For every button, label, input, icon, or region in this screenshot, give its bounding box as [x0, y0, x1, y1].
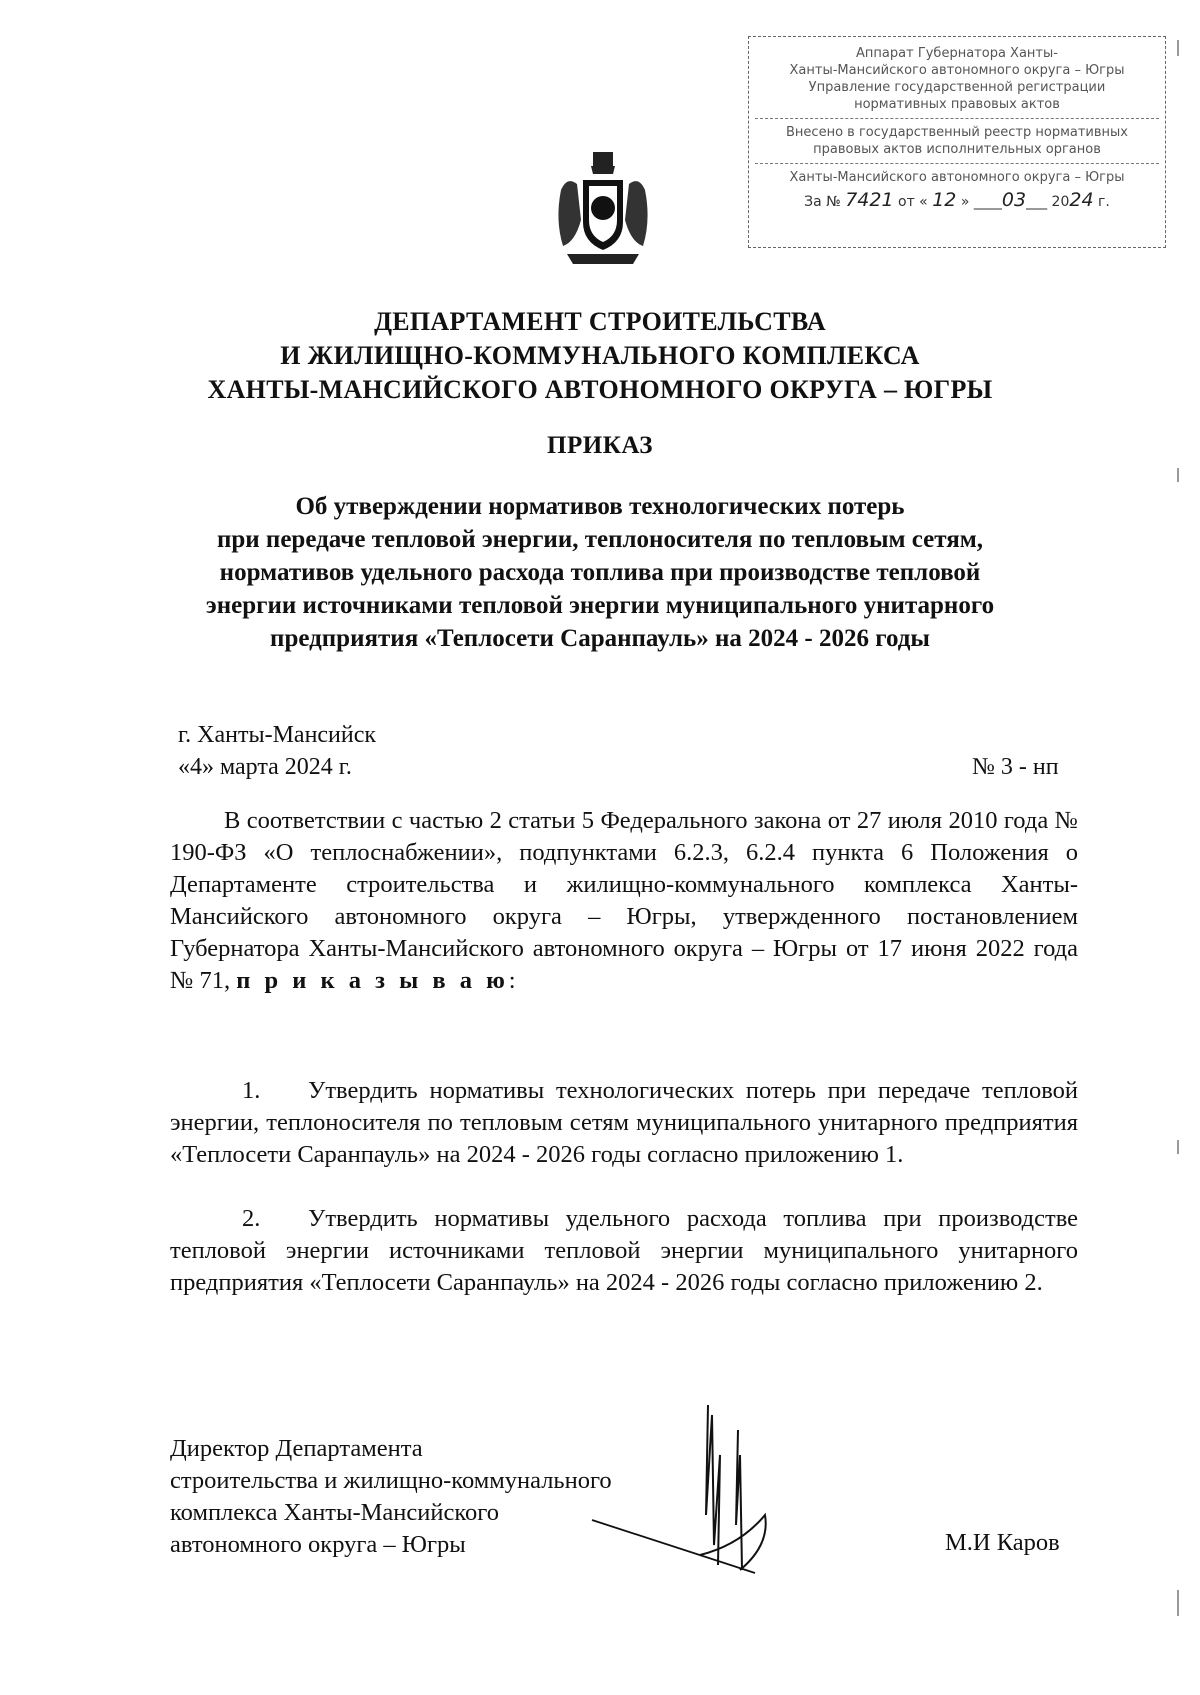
header-line: ДЕПАРТАМЕНТ СТРОИТЕЛЬСТВА	[374, 307, 826, 336]
document-subject	[150, 490, 1050, 655]
handwritten-signature	[590, 1395, 830, 1590]
reg-year: 24	[1069, 189, 1094, 211]
scan-edge-mark	[1177, 40, 1179, 56]
reg-prefix: За №	[804, 194, 841, 210]
scan-edge-mark	[1177, 1140, 1179, 1154]
subject-line: нормативов удельного расхода топлива при производстве тепловой	[219, 559, 981, 586]
item-number: 1.	[242, 1077, 261, 1104]
subject-line: энергии источниками тепловой энергии муниципального унитарного	[205, 592, 995, 619]
stamp-registration-line: За № 7421 от « 12 » ____03___ 2024 г.	[804, 189, 1110, 211]
stamp-line: Аппарат Губернатора Ханты-	[856, 46, 1058, 61]
subject-line: при передаче тепловой энергии, теплоносителя по тепловым сетям,	[216, 526, 984, 553]
reg-mid: »	[960, 194, 970, 210]
registration-stamp	[748, 36, 1166, 248]
signer-line: Директор Департамента	[170, 1435, 423, 1462]
document-type: ПРИКАЗ	[547, 432, 653, 459]
stamp-line: правовых актов исполнительных органов	[813, 142, 1101, 157]
department-header	[0, 305, 1200, 407]
item-text: Утвердить нормативы удельного расхода топлива при производстве тепловой энергии источниками тепловой энергии муниципального унитарного предприятия «Теплосети Саранпауль» на 2024 - 2026 годы согласно приложению 2.	[170, 1205, 1078, 1296]
reg-month: 03	[1001, 189, 1027, 211]
reg-day: 12	[932, 189, 957, 211]
stamp-line: Внесено в государственный реестр нормативных	[786, 125, 1128, 140]
subject-line: предприятия «Теплосети Саранпауль» на 2024 - 2026 годы	[270, 625, 930, 652]
signer-line: строительства и жилищно-коммунального	[170, 1467, 612, 1494]
signer-position	[170, 1433, 612, 1561]
signer-name: М.И Каров	[945, 1529, 1060, 1556]
stamp-line: Ханты-Мансийского автономного округа – Югры	[789, 63, 1125, 78]
preamble-text: В соответствии с частью 2 статьи 5 Федерального закона от 27 июля 2010 года № 190-ФЗ «О теплоснабжении», подпунктами 6.2.3, 6.2.4 пункта 6 Положения о Департаменте строительства и жилищно-коммунального комплекса Ханты-Мансийского автономного округа – Югры, утвержденного постановлением Губернатора Ханты-Мансийского автономного округа – Югры от 17 июня 2022 года № 71,	[170, 807, 1078, 994]
stamp-line: нормативных правовых актов	[854, 97, 1060, 112]
document-number: № 3 - нп	[972, 754, 1059, 780]
order-item	[170, 1203, 1078, 1299]
stamp-line: Управление государственной регистрации	[808, 80, 1106, 95]
item-number: 2.	[242, 1205, 261, 1232]
subject-line: Об утверждении нормативов технологических потерь	[295, 493, 905, 520]
stamp-divider	[755, 163, 1159, 164]
reg-number: 7421	[845, 189, 894, 211]
stamp-line: Ханты-Мансийского автономного округа – Югры	[789, 170, 1125, 185]
signer-line: комплекса Ханты-Мансийского	[170, 1499, 499, 1526]
order-colon: :	[508, 967, 516, 994]
document-date: «4» марта 2024 г.	[178, 754, 352, 780]
preamble-paragraph	[170, 805, 1078, 997]
coat-of-arms-icon	[553, 150, 653, 268]
scan-edge-mark	[1177, 1590, 1179, 1616]
document-place: г. Ханты-Мансийск	[178, 722, 377, 748]
scan-edge-mark	[1177, 468, 1179, 482]
reg-year-prefix: 20	[1051, 194, 1070, 210]
stamp-divider	[755, 118, 1159, 119]
reg-suffix: г.	[1098, 194, 1110, 210]
order-word: п р и к а з ы в а ю	[236, 967, 509, 994]
header-line: И ЖИЛИЩНО-КОММУНАЛЬНОГО КОМПЛЕКСА	[280, 341, 920, 370]
reg-ot: от «	[898, 194, 928, 210]
signer-line: автономного округа – Югры	[170, 1531, 466, 1558]
header-line: ХАНТЫ-МАНСИЙСКОГО АВТОНОМНОГО ОКРУГА – ЮГРЫ	[207, 375, 993, 404]
item-text: Утвердить нормативы технологических потерь при передаче тепловой энергии, теплоносителя по тепловым сетям муниципального унитарного предприятия «Теплосети Саранпауль» на 2024 - 2026 годы согласно приложению 1.	[170, 1077, 1078, 1168]
order-item	[170, 1075, 1078, 1171]
